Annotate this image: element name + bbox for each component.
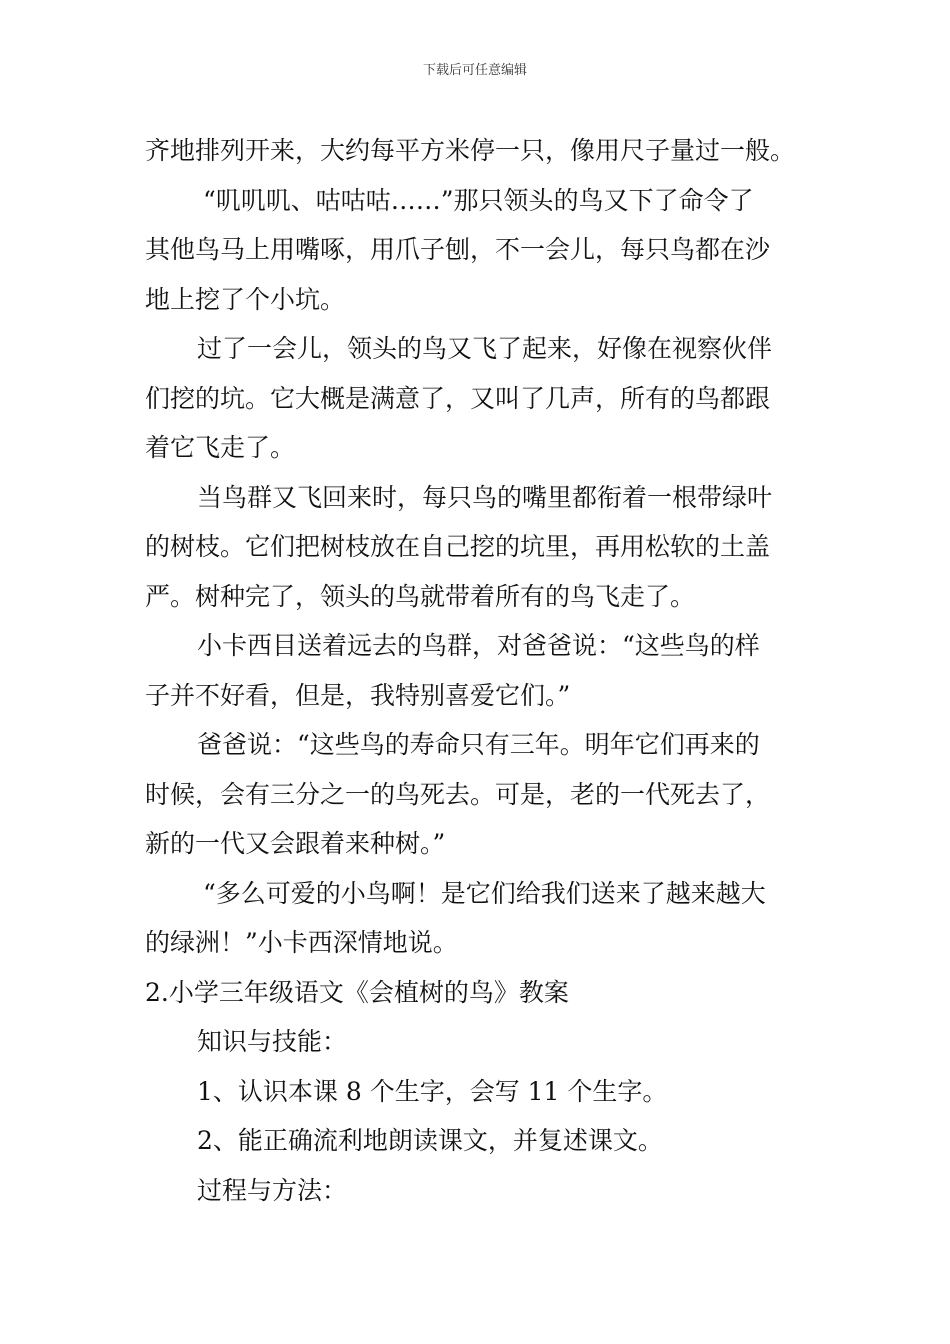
- text-line: 新的一代又会跟着来种树。”: [145, 829, 446, 858]
- subheading-knowledge-skills: 知识与技能：: [197, 1027, 348, 1056]
- document-body: [145, 126, 810, 1215]
- text-line: 子并不好看，但是，我特别喜爱它们。”: [145, 680, 571, 710]
- text-line: 地上挖了个小坑。: [145, 284, 346, 314]
- text-line: “叽叽叽、咕咕咕……”那只领头的鸟又下了命令了: [203, 185, 754, 215]
- text-line: 们挖的坑。它大概是满意了，又叫了几声，所有的鸟都跟: [145, 383, 771, 413]
- text-line: “多么可爱的小鸟啊！是它们给我们送来了越来越大: [203, 878, 766, 908]
- section-heading: 2.小学三年级语文《会植树的鸟》教案: [145, 977, 569, 1007]
- text-line: 严。树种完了，领头的鸟就带着所有的鸟飞走了。: [145, 581, 696, 611]
- text-line: 的树枝。它们把树枝放在自己挖的坑里，再用松软的土盖: [145, 532, 771, 561]
- text-line: 当鸟群又飞回来时，每只鸟的嘴里都衔着一根带绿叶: [197, 482, 773, 512]
- page-header-note: 下载后可任意编辑: [422, 63, 527, 78]
- text-line: 爸爸说：“这些鸟的寿命只有三年。明年它们再来的: [197, 730, 760, 759]
- text-line: 过了一会儿，领头的鸟又飞了起来，好像在视察伙伴: [197, 334, 773, 363]
- subheading-process-methods: 过程与方法：: [197, 1175, 348, 1205]
- text-line: 时候，会有三分之一的鸟死去。可是，老的一代死去了，: [145, 779, 771, 809]
- list-item: 2、能正确流利地朗读课文，并复述课文。: [197, 1126, 663, 1155]
- list-item: 1、认识本课 8 个生字，会写 11 个生字。: [197, 1076, 668, 1106]
- text-line: 小卡西目送着远去的鸟群，对爸爸说：“这些鸟的样: [197, 631, 760, 660]
- text-line: 着它飞走了。: [145, 433, 296, 462]
- text-line: 齐地排列开来，大约每平方米停一只，像用尺子量过一般。: [145, 136, 796, 165]
- text-line: 的绿洲！”小卡西深情地说。: [145, 928, 458, 957]
- text-line: 其他鸟马上用嘴啄，用爪子刨，不一会儿，每只鸟都在沙: [145, 235, 771, 264]
